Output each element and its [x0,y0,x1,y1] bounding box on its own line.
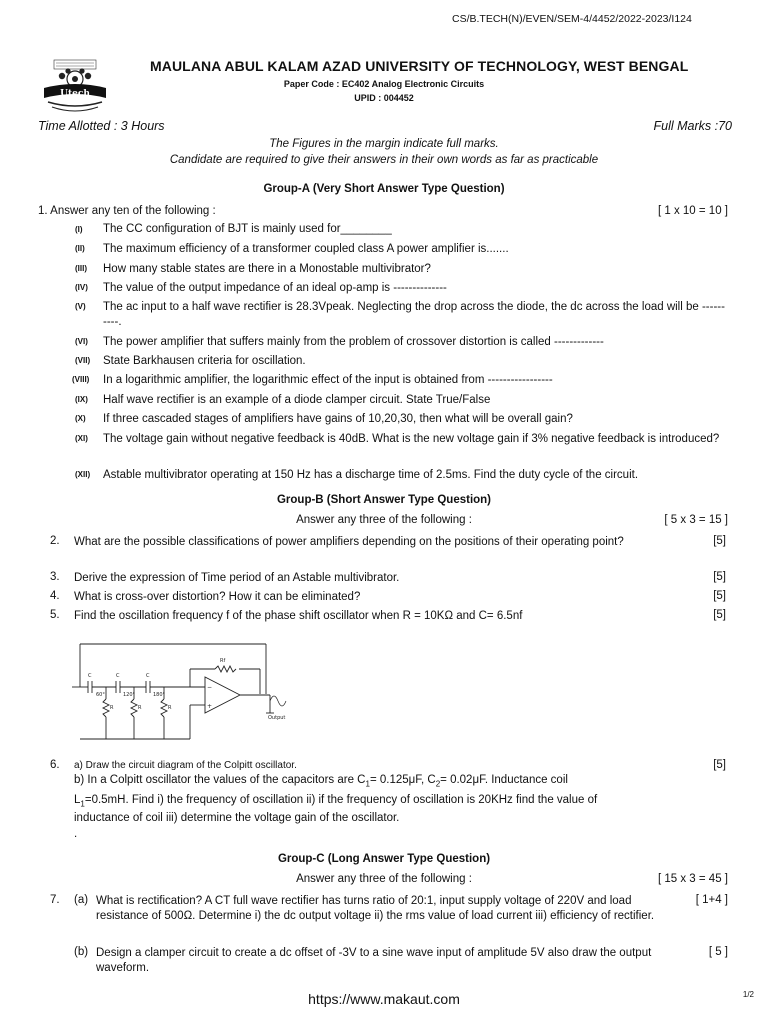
group-b-title: Group-B (Short Answer Type Question) [276,494,492,506]
item-number: (V) [75,302,86,311]
item-number: (IX) [75,395,88,404]
question-marks: [5] [713,535,726,547]
question-number: 2. [50,535,60,547]
question-number: 4. [50,590,60,602]
item-text: Half wave rectifier is an example of a diode clamper circuit. State True/False [103,394,491,406]
item-number: (III) [75,264,87,273]
q7-part-a-label: (a) [74,894,89,906]
item-text: The power amplifier that suffers mainly from the problem of crossover distortion is called ------------- [103,336,604,348]
item-number: (I) [75,225,83,234]
question-marks: [5] [713,590,726,602]
phase-label-60: 60° [96,692,105,698]
paper-code: Paper Code : EC402 Analog Electronic Circuits [283,79,485,89]
item-number: (IV) [75,283,88,292]
q7-part-b-text: Design a clamper circuit to create a dc offset of -3V to a sine wave input of amplitude 5V also draw the output waveform. [96,947,652,974]
q7-part-b-label: (b) [74,946,89,958]
group-b-marks: [ 5 x 3 = 15 ] [664,514,728,526]
full-marks: Full Marks :70 [653,119,732,133]
q6-part-b-line3: inductance of coil iii) determine the voltage gain of the oscillator. [74,812,400,824]
phase-label-120: 120° [123,692,136,698]
question-text: Derive the expression of Time period of an Astable multivibrator. [74,572,400,584]
question-number: 3. [50,571,60,583]
item-number: (VIII) [72,375,90,384]
svg-text:−: − [207,684,213,691]
question-marks: [5] [713,759,726,771]
capacitor-label: C [116,673,120,679]
group-a-title: Group-A (Very Short Answer Type Question) [263,183,505,195]
q6-part-a: a) Draw the circuit diagram of the Colpitt oscillator. [74,760,297,771]
item-number: (VII) [75,356,91,365]
question-marks: [5] [713,609,726,621]
question-number: 7. [50,894,60,906]
question-marks: [5] [713,571,726,583]
q6-part-b-line1: b) In a Colpitt oscillator the values of the capacitors are $C_1= 0.125\mu F$, $C_2= 0.02\mu F$. Inductance coil [74,774,568,789]
item-number: (XI) [75,434,88,443]
page-number: 1/2 [742,990,754,999]
question-number: 6. [50,759,60,771]
group-c-marks: [ 15 x 3 = 45 ] [657,873,728,885]
source-url[interactable]: https://www.makaut.com [308,991,460,1007]
output-label: Output [268,715,286,721]
item-text: Astable multivibrator operating at 150 Hz has a discharge time of 2.5ms. Find the duty cycle of the circuit. [103,469,639,481]
logo-text: Utech [60,89,90,99]
group-a-marks: [ 1 x 10 = 10 ] [657,205,728,217]
q6-stray-dot: . [74,828,78,840]
phase-shift-oscillator-circuit [70,639,315,747]
item-text: The voltage gain without negative feedback is 40dB. What is the new voltage gain if 3% negative feedback is introduced? [103,433,720,445]
group-b-instruction: Answer any three of the following : [296,514,472,526]
question-text: Answer any ten of the following : [50,205,216,217]
item-text: How many stable states are there in a Monostable multivibrator? [103,263,431,275]
item-text: The maximum efficiency of a transformer coupled class A power amplifier is....... [103,243,509,255]
group-c-title: Group-C (Long Answer Type Question) [277,853,491,865]
item-text: The CC configuration of BJT is mainly used for________ [103,223,392,235]
item-text: State Barkhausen criteria for oscillation. [103,355,306,367]
resistor-label: R [138,705,142,711]
item-number: (II) [75,244,85,253]
question-text: What is cross-over distortion? How it can be eliminated? [74,591,361,603]
resistor-label: R [110,705,114,711]
item-text: If three cascaded stages of amplifiers have gains of 10,20,30, then what will be overall gain? [103,413,573,425]
item-number: (XII) [75,470,91,479]
resistor-label: R [168,705,172,711]
capacitor-label: C [88,673,92,679]
phase-label-180: 180° [153,692,166,698]
rf-label: Rf [220,658,226,664]
instruction-margin: The Figures in the margin indicate full marks. [269,138,499,150]
item-text: The ac input to a half wave rectifier is 28.3Vpeak. Neglecting the drop across the diode, the dc across the load will be ----------. [103,301,725,328]
instruction-own-words: Candidate are required to give their answers in their own words as far as practicable [169,154,599,166]
university-name: MAULANA ABUL KALAM AZAD UNIVERSITY OF TECHNOLOGY, WEST BENGAL [150,58,689,74]
q7-part-a-marks: [ 1+4 ] [695,894,728,906]
capacitor-label: C [146,673,150,679]
item-text: The value of the output impedance of an ideal op-amp is -------------- [103,282,447,294]
paper-code-line: CS/B.TECH(N)/EVEN/SEM-4/4452/2022-2023/I124 [452,13,692,25]
group-c-instruction: Answer any three of the following : [296,873,472,885]
q7-part-a-text: What is rectification? A CT full wave rectifier has turns ratio of 20:1, input supply voltage of 220V and load resistance of 500Ω. Determine i) the dc output voltage ii) the rms value of load current iii) efficiency of rectifier. [96,895,655,922]
upid: UPID : 004452 [354,93,414,103]
question-number: 5. [50,609,60,621]
item-text: In a logarithmic amplifier, the logarithmic effect of the input is obtained from ----------------- [103,374,553,386]
time-allotted: Time Allotted : 3 Hours [38,119,165,133]
question-text: Find the oscillation frequency f of the phase shift oscillator when R = 10KΩ and C= 6.5nf [74,610,523,622]
svg-text:+: + [207,703,213,710]
q6-part-b-line2: $L_1=0.5mH$. Find i) the frequency of oscillation ii) if the frequency of oscillation is 20KHz find the value of [74,794,598,809]
item-number: (VI) [75,337,88,346]
item-number: (X) [75,414,86,423]
question-text: What are the possible classifications of power amplifiers depending on the positions of their operating point? [74,536,624,548]
q7-part-b-marks: [ 5 ] [708,946,728,958]
question-number: 1. [38,205,48,217]
group-a-question [38,205,216,217]
